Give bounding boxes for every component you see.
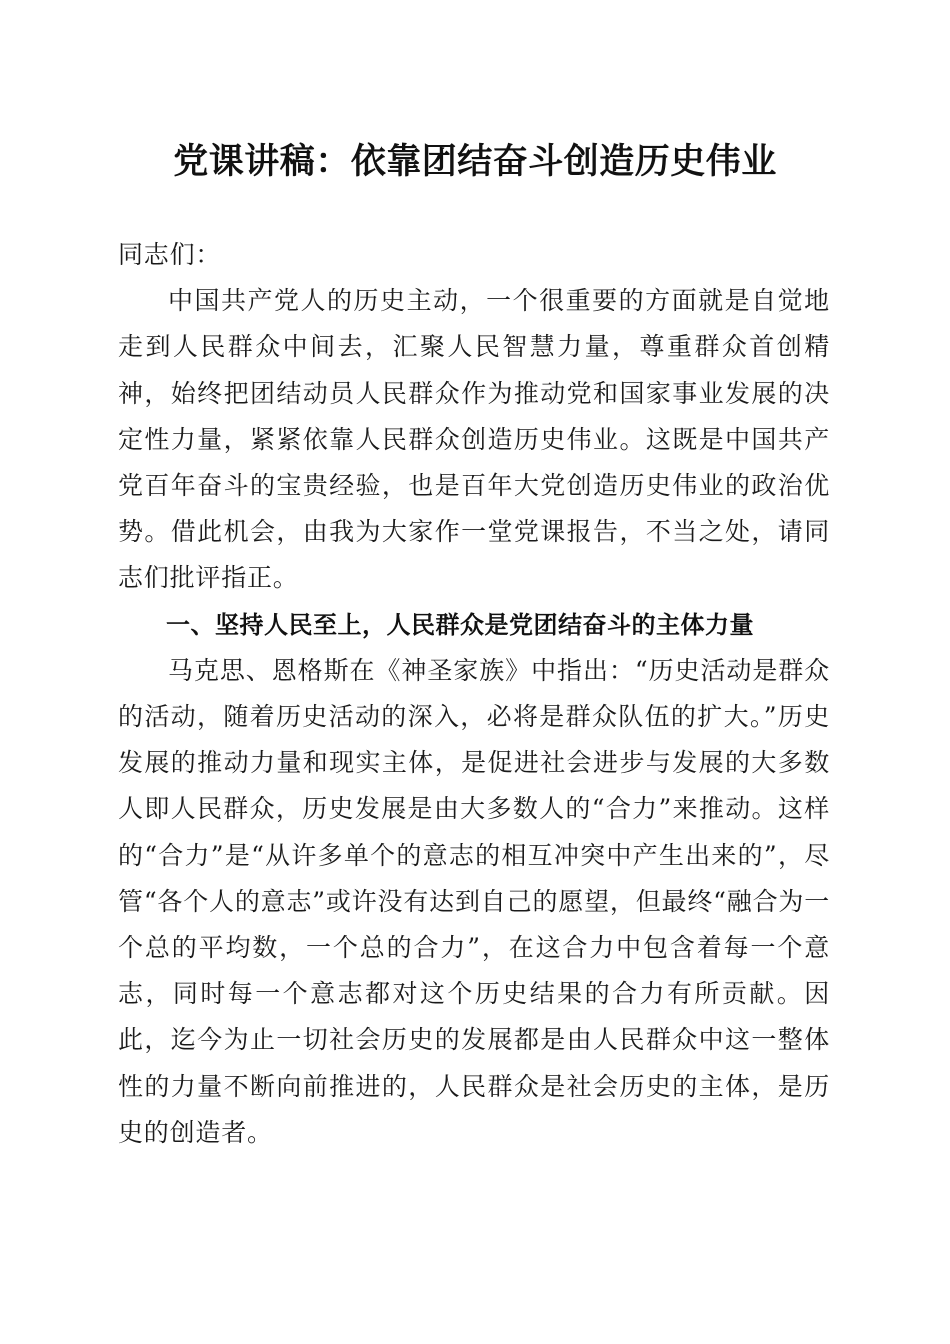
- document-body: [118, 232, 830, 1156]
- salutation: 同志们：: [118, 240, 222, 269]
- section-heading: 一、坚持人民至上，人民群众是党团结奋斗的主体力量: [166, 610, 754, 639]
- page-title: 党课讲稿：依靠团结奋斗创造历史伟业: [173, 141, 777, 182]
- paragraph-intro: 中国共产党人的历史主动，一个很重要的方面就是自觉地走到人民群众中间去，汇聚人民智慧力量，尊重群众首创精神，始终把团结动员人民群众作为推动党和国家事业发展的决定性力量，紧紧依靠人民群众创造历史伟业。这既是中国共产党百年奋斗的宝贵经验，也是百年大党创造历史伟业的政治优势。借此机会，由我为大家作一堂党课报告，不当之处，请同志们批评指正。: [118, 286, 830, 593]
- paragraph-body: 马克思、恩格斯在《神圣家族》中指出：“历史活动是群众的活动，随着历史活动的深入，必将是群众队伍的扩大。”历史发展的推动力量和现实主体，是促进社会进步与发展的大多数人即人民群众，历史发展是由大多数人的“合力”来推动。这样的“合力”是“从许多单个的意志的相互冲突中产生出来的”，尽管“各个人的意志”或许没有达到自己的愿望，但最终“融合为一个总的平均数，一个总的合力”，在这合力中包含着每一个意志，同时每一个意志都对这个历史结果的合力有所贡献。因此，迄今为止一切社会历史的发展都是由人民群众中这一整体性的力量不断向前推进的，人民群众是社会历史的主体，是历史的创造者。: [118, 655, 830, 1147]
